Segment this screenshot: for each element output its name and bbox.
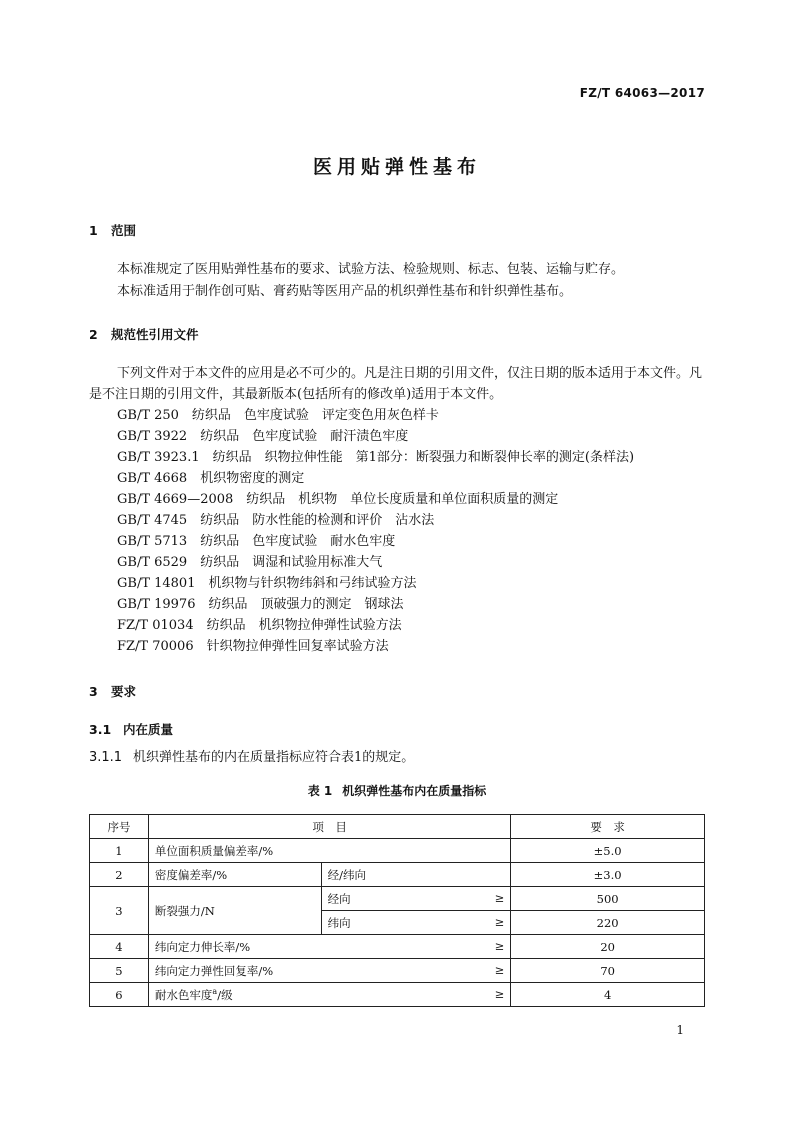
section-3-heading xyxy=(89,682,136,700)
table-row xyxy=(90,935,705,959)
reference-item: GB/T 250 纺织品 色牢度试验 评定变色用灰色样卡 xyxy=(117,408,439,423)
header-item: 项 目 xyxy=(148,815,510,839)
table-title: 机织弹性基布内在质量指标 xyxy=(342,784,487,798)
table-row xyxy=(90,959,705,983)
row-value: ±3.0 xyxy=(511,863,705,887)
row-value: 220 xyxy=(511,911,705,935)
reference-item: GB/T 3923.1 纺织品 织物拉伸性能 第1部分：断裂强力和断裂伸长率的测定(条样法) xyxy=(117,450,635,465)
gte-symbol: ≥ xyxy=(494,962,505,977)
table-row xyxy=(90,863,705,887)
subitem-label: 纬向 xyxy=(327,915,351,930)
row-subitem xyxy=(321,911,511,935)
reference-item: GB/T 4669—2008 纺织品 机织物 单位长度质量和单位面积质量的测定 xyxy=(117,492,559,507)
section-number: 3.1 xyxy=(89,722,112,737)
item-label: 耐水色牢度 xyxy=(154,987,213,1002)
table-row xyxy=(90,887,705,911)
section-number: 2 xyxy=(89,327,98,342)
section-number: 1 xyxy=(89,223,98,238)
row-value: 500 xyxy=(511,887,705,911)
gte-symbol: ≥ xyxy=(494,986,505,1001)
row-item: 密度偏差率/% xyxy=(148,863,321,887)
table-row xyxy=(90,983,705,1007)
table-header-row xyxy=(90,815,705,839)
row-seq: 6 xyxy=(90,983,149,1007)
page-number: 1 xyxy=(676,1023,684,1037)
section-1-applicability-paragraph: 本标准适用于制作创可贴、膏药贴等医用产品的机织弹性基布和针织弹性基布。 xyxy=(117,284,573,299)
section-title: 要求 xyxy=(111,684,137,699)
table-row xyxy=(90,839,705,863)
section-title: 规范性引用文件 xyxy=(111,327,199,342)
table-caption xyxy=(0,782,794,799)
clause-number: 3.1.1 xyxy=(89,750,123,765)
footnote-marker: a xyxy=(212,986,218,996)
standard-code: FZ/T 64063—2017 xyxy=(579,86,705,100)
reference-item: GB/T 3922 纺织品 色牢度试验 耐汗渍色牢度 xyxy=(117,429,409,444)
reference-item: FZ/T 70006 针织物拉伸弹性回复率试验方法 xyxy=(117,639,389,654)
item-label: 纬向定力伸长率/% xyxy=(154,939,251,954)
gte-symbol: ≥ xyxy=(494,914,505,929)
row-item xyxy=(148,935,510,959)
document-title: 医用贴弹性基布 xyxy=(312,156,481,178)
clause-text: 机织弹性基布的内在质量指标应符合表1的规定。 xyxy=(133,750,415,765)
subitem-label: 经向 xyxy=(327,891,351,906)
row-subitem: 经/纬向 xyxy=(321,863,511,887)
reference-item: FZ/T 01034 纺织品 机织物拉伸弹性试验方法 xyxy=(117,618,402,633)
section-3-1-heading xyxy=(89,720,173,738)
section-title: 内在质量 xyxy=(123,722,174,737)
section-number: 3 xyxy=(89,684,98,699)
row-value: 4 xyxy=(511,983,705,1007)
row-seq: 1 xyxy=(90,839,149,863)
reference-item: GB/T 5713 纺织品 色牢度试验 耐水色牢度 xyxy=(117,534,396,549)
row-seq: 2 xyxy=(90,863,149,887)
gte-symbol: ≥ xyxy=(494,890,505,905)
header-seq: 序号 xyxy=(90,815,149,839)
reference-item: GB/T 4668 机织物密度的测定 xyxy=(117,471,305,486)
gte-symbol: ≥ xyxy=(494,938,505,953)
item-unit: /级 xyxy=(217,987,233,1002)
row-value: 20 xyxy=(511,935,705,959)
quality-index-table xyxy=(89,814,705,1007)
row-seq: 5 xyxy=(90,959,149,983)
header-requirement: 要 求 xyxy=(511,815,705,839)
row-item: 单位面积质量偏差率/% xyxy=(148,839,510,863)
section-2-heading xyxy=(89,325,199,343)
row-seq: 4 xyxy=(90,935,149,959)
reference-item: GB/T 4745 纺织品 防水性能的检测和评价 沾水法 xyxy=(117,513,435,528)
section-1-scope-paragraph: 本标准规定了医用贴弹性基布的要求、试验方法、检验规则、标志、包装、运输与贮存。 xyxy=(117,262,625,277)
section-title: 范围 xyxy=(111,223,137,238)
reference-item: GB/T 14801 机织物与针织物纬斜和弓纬试验方法 xyxy=(117,576,417,591)
row-item xyxy=(148,983,510,1007)
row-value: 70 xyxy=(511,959,705,983)
section-3-1-1-clause xyxy=(89,747,705,768)
reference-item: GB/T 6529 纺织品 调湿和试验用标准大气 xyxy=(117,555,383,570)
row-subitem xyxy=(321,887,511,911)
item-label: 纬向定力弹性回复率/% xyxy=(154,963,274,978)
row-item xyxy=(148,959,510,983)
section-1-heading xyxy=(89,221,136,239)
section-2-intro-paragraph: 下列文件对于本文件的应用是必不可少的。凡是注日期的引用文件，仅注日期的版本适用于本文件。凡是不注日期的引用文件，其最新版本(包括所有的修改单)适用于本文件。 xyxy=(89,366,703,402)
row-item: 断裂强力/N xyxy=(148,887,321,935)
reference-item: GB/T 19976 纺织品 顶破强力的测定 钢球法 xyxy=(117,597,404,612)
row-seq: 3 xyxy=(90,887,149,935)
table-number: 表 1 xyxy=(307,784,333,798)
row-value: ±5.0 xyxy=(511,839,705,863)
normative-references-list xyxy=(117,405,634,657)
